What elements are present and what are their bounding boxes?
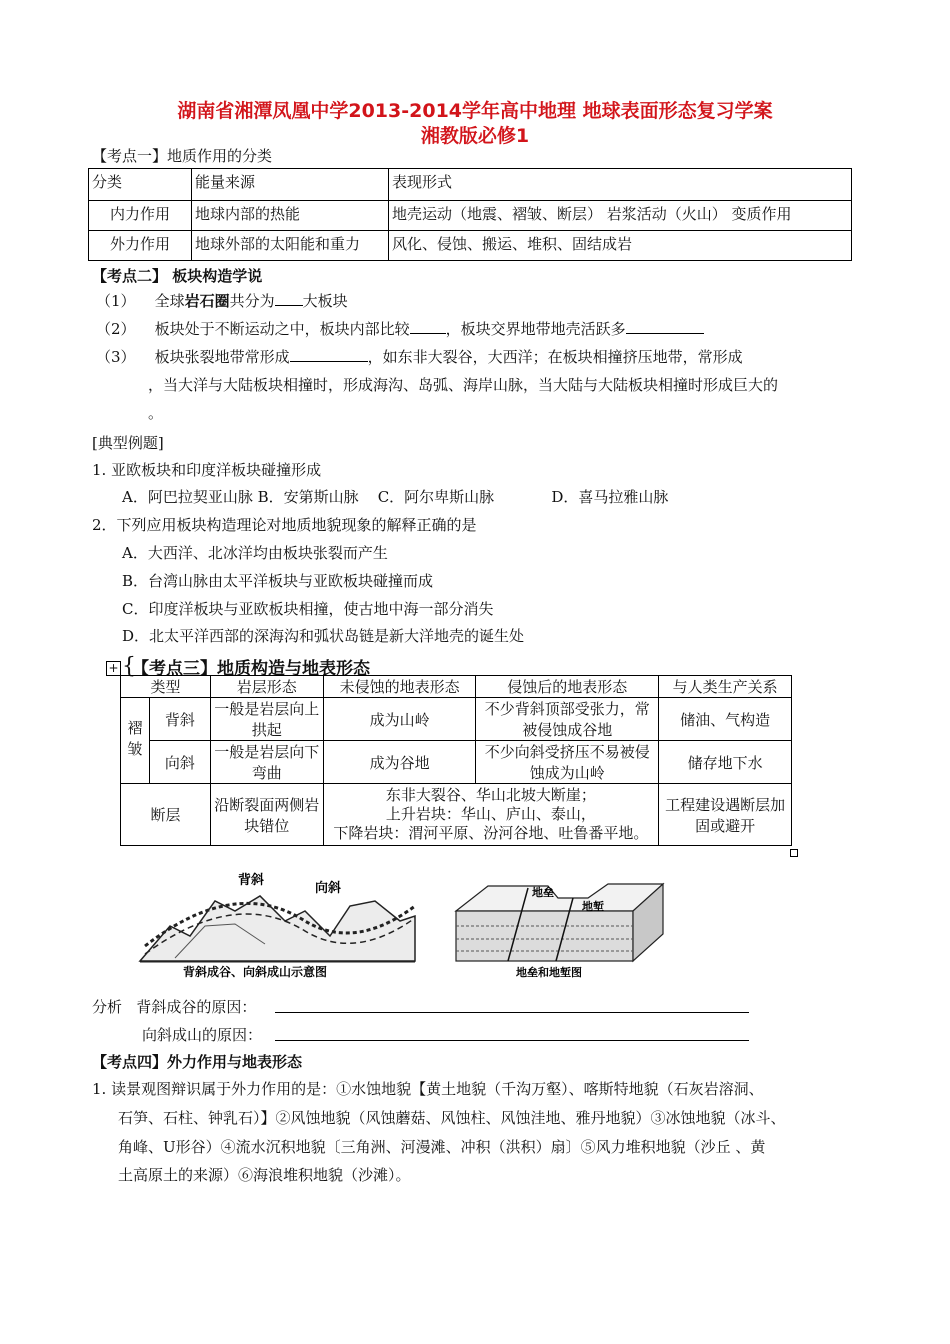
s3-cell: 断层	[121, 784, 211, 846]
s3-cell: 向斜	[149, 741, 210, 784]
answer-line[interactable]	[275, 1040, 749, 1041]
s3-fold: 褶皱	[121, 698, 150, 784]
s3-cell: 不少向斜受挤压不易被侵蚀成为山岭	[476, 741, 659, 784]
k2-item3-end: 。	[148, 404, 164, 422]
s1-header-1: 能量来源	[192, 169, 389, 201]
k4-line4: 土高原土的来源）⑥海浪堆积地貌（沙滩）。	[118, 1166, 411, 1184]
k4-line3: 角峰、U形谷）④流水沉积地貌〔三角洲、河漫滩、冲积（洪积）扇〕⑤风力堆积地貌（沙丘 、黄	[118, 1138, 766, 1156]
s3-cell: 储油、气构造	[659, 698, 792, 741]
k2-item3-cont: ，当大洋与大陆板块相撞时，形成海沟、岛弧、海岸山脉，当大陆与大陆板块相撞时形成巨大的	[148, 376, 779, 394]
section1-table	[88, 168, 852, 261]
item-number: （2）	[96, 320, 136, 338]
s3-fault-detail	[323, 784, 658, 846]
section4-heading: 【考点四】外力作用与地表形态	[92, 1053, 303, 1071]
doc-title-line2: 湘教版必修1	[420, 125, 530, 147]
fig2-caption: 地垒和地堑图	[516, 966, 582, 979]
answer-blank[interactable]	[275, 289, 303, 306]
s3-cell: 一般是岩层向下弯曲	[210, 741, 323, 784]
s1-cell: 风化、侵蚀、搬运、堆积、固结成岩	[389, 231, 852, 261]
fig1-label: 向斜	[315, 881, 342, 896]
fig2-label: 地堑	[582, 900, 604, 913]
s3-cell: 一般是岩层向上拱起	[210, 698, 323, 741]
s1-header-0: 分类	[89, 169, 192, 201]
example-q2-a: A．大西洋、北冰洋均由板块张裂而产生	[122, 544, 388, 562]
analysis-label: 分析	[92, 998, 123, 1016]
text: 大板块	[302, 292, 348, 310]
s3-header: 类型	[121, 676, 211, 698]
s3-cell: 成为山岭	[323, 698, 476, 741]
example-q2: 2．下列应用板块构造理论对地质地貌现象的解释正确的是	[92, 516, 477, 534]
anticline-syncline-figure	[135, 866, 420, 980]
text: 板块张裂地带常形成	[154, 348, 290, 366]
block-top	[456, 884, 663, 911]
example-q1-options: A．阿巴拉契亚山脉 B．安第斯山脉 C．阿尔卑斯山脉 D．喜马拉雅山脉	[122, 488, 669, 506]
s1-cell: 内力作用	[89, 201, 192, 231]
k2-item1	[96, 288, 348, 314]
answer-blank[interactable]	[626, 317, 704, 334]
example-q1: 1. 亚欧板块和印度洋板块碰撞形成	[92, 461, 322, 479]
s3-cell: 背斜	[149, 698, 210, 741]
s3-cell: 不少背斜顶部受张力，常被侵蚀成谷地	[476, 698, 659, 741]
text: ，板块交界地带地壳活跃多	[445, 320, 626, 338]
horst-graben-figure	[448, 876, 673, 980]
fig2-label: 地垒	[532, 886, 554, 899]
s3-fault-line: 东非大裂谷、华山北坡大断崖；	[385, 786, 596, 804]
s1-header-2: 表现形式	[389, 169, 852, 201]
s3-cell: 工程建设遇断层加固或避开	[659, 784, 792, 846]
resize-handle-icon[interactable]	[790, 849, 798, 857]
s1-cell: 地球外部的太阳能和重力	[192, 231, 389, 261]
k2-item2	[96, 316, 704, 342]
analysis-q2: 向斜成山的原因：	[142, 1026, 263, 1044]
item-number: （3）	[96, 348, 136, 366]
example-q2-d: D．北太平洋西部的深海沟和弧状岛链是新大洋地壳的诞生处	[122, 627, 525, 645]
example-q2-c: C．印度洋板块与亚欧板块相撞，使古地中海一部分消失	[122, 600, 494, 618]
expand-icon[interactable]: +	[106, 661, 121, 676]
examples-heading: [典型例题]	[92, 434, 164, 452]
s3-header: 与人类生产关系	[659, 676, 792, 698]
example-q2-b: B．台湾山脉由太平洋板块与亚欧板块碰撞而成	[122, 572, 434, 590]
k4-line1: 1. 读景观图辩识属于外力作用的是：①水蚀地貌【黄土地貌（千沟万壑）、喀斯特地貌（石灰岩溶洞、	[92, 1080, 764, 1098]
text: ，如东非大裂谷，大西洋；在板块相撞挤压地带，常形成	[367, 348, 743, 366]
analysis-line1	[92, 994, 256, 1020]
s3-fault-line: 上升岩块：华山、庐山、泰山，	[385, 805, 596, 823]
s3-cell: 沿断裂面两侧岩块错位	[210, 784, 323, 846]
s1-cell: 外力作用	[89, 231, 192, 261]
item-number: （1）	[96, 292, 136, 310]
text: 共分为	[229, 292, 275, 310]
fig1-label: 背斜	[238, 873, 265, 888]
s3-header: 岩层形态	[210, 676, 323, 698]
s1-cell: 地球内部的热能	[192, 201, 389, 231]
s3-cell: 成为谷地	[323, 741, 476, 784]
left-brace-icon: {	[122, 654, 136, 679]
text: 全球	[154, 292, 185, 310]
text-bold: 岩石圈	[184, 292, 230, 310]
analysis-q1: 背斜成谷的原因：	[136, 998, 257, 1016]
block-front	[456, 911, 633, 961]
doc-title-line1: 湖南省湘潭凤凰中学2013-2014学年高中地理 地球表面形态复习学案	[177, 100, 773, 122]
k2-item3	[96, 344, 743, 370]
fig1-caption: 背斜成谷、向斜成山示意图	[183, 965, 328, 979]
text: 板块处于不断运动之中，板块内部比较	[154, 320, 410, 338]
s1-cell: 地壳运动（地震、褶皱、断层） 岩浆活动（火山） 变质作用	[389, 201, 852, 231]
section3-heading: 【考点三】地质构造与地表形态	[132, 659, 370, 679]
section1-heading: 【考点一】地质作用的分类	[92, 147, 273, 165]
answer-blank[interactable]	[290, 345, 368, 362]
s3-header: 未侵蚀的地表形态	[323, 676, 476, 698]
section3-table	[120, 675, 792, 846]
s3-header: 侵蚀后的地表形态	[476, 676, 659, 698]
answer-line[interactable]	[275, 1012, 749, 1013]
k4-line2: 石笋、石柱、钟乳石）】②风蚀地貌（风蚀蘑菇、风蚀柱、风蚀洼地、雅丹地貌）③冰蚀地貌（冰斗、	[118, 1109, 786, 1127]
answer-blank[interactable]	[410, 317, 446, 334]
s3-cell: 储存地下水	[659, 741, 792, 784]
s3-fault-line: 下降岩块：渭河平原、汾河谷地、吐鲁番平地。	[333, 824, 649, 842]
section2-heading: 【考点二】 板块构造学说	[92, 267, 263, 285]
